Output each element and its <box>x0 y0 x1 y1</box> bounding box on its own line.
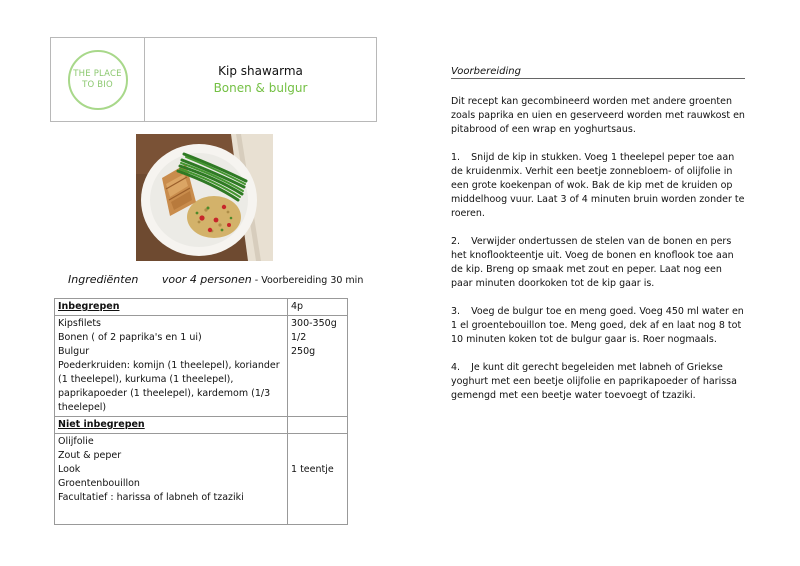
step-1 <box>451 151 745 221</box>
included-header: Inbegrepen <box>58 301 120 312</box>
brand-logo <box>68 50 128 110</box>
not-included-items-cell <box>55 434 288 525</box>
included-qty-header-cell <box>288 299 348 316</box>
list-item: Look <box>58 464 81 475</box>
included-items-cell <box>55 316 288 417</box>
dish-photo <box>136 134 273 261</box>
step-number: 4. <box>451 362 461 373</box>
not-included-header: Niet inbegrepen <box>58 419 145 430</box>
not-included-qty-header-cell <box>288 417 348 434</box>
qty-item: 1 teentje <box>291 464 334 475</box>
list-item: Bonen ( of 2 paprika's en 1 ui) <box>58 332 202 343</box>
logo-cell <box>51 38 145 121</box>
list-item: Bulgur <box>58 346 90 357</box>
ingredients-heading: Ingrediënten <box>68 273 139 286</box>
prep-time-label: - Voorbereiding 30 min <box>251 275 364 286</box>
qty-item: 250g <box>291 346 316 357</box>
list-item: Groentenbouillon <box>58 478 140 489</box>
step-text: Snijd de kip in stukken. Voeg 1 theelepel peper toe aan de kruidenmix. Verhit een beetje zonnebloem- of olijfolie in een grote koekenpan of wok. Bak de kip met de kruiden op middelhoog vuur. Laat 3 of 4 minuten bruin worden zonder te roeren. <box>451 152 745 219</box>
step-3 <box>451 305 745 347</box>
preparation-section <box>451 66 745 403</box>
table-row-included-items <box>55 316 348 417</box>
step-text: Verwijder ondertussen de stelen van de bonen en pers het knoflookteentje uit. Voeg de bonen en knoflook toe aan de kip. Breng op smaak met zout en peper. Laat nog een paar minuten doorkoken tot de kip gaar is. <box>451 236 734 289</box>
persons-label: voor 4 personen <box>161 273 252 286</box>
logo-text-line1: THE PLACE <box>73 68 122 79</box>
ingredients-heading-line <box>68 273 363 286</box>
table-row-not-included-items <box>55 434 348 525</box>
qty-item: 1/2 <box>291 332 307 343</box>
table-row-included-header <box>55 299 348 316</box>
step-number: 1. <box>451 152 461 163</box>
qty-item: 300-350g <box>291 318 337 329</box>
qty-item <box>291 435 344 449</box>
step-number: 2. <box>451 236 461 247</box>
included-header-cell <box>55 299 288 316</box>
step-number: 3. <box>451 306 461 317</box>
not-included-header-cell <box>55 417 288 434</box>
step-text: Voeg de bulgur toe en meng goed. Voeg 450 ml water en 1 el groentebouillon toe. Meng goed, dek af en laat nog 8 tot 10 minuten koken tot de bulgur gaar is. Roer nogmaals. <box>451 306 744 345</box>
list-item: Kipsfilets <box>58 318 101 329</box>
preparation-title: Voorbereiding <box>451 66 745 79</box>
step-text: Je kunt dit gerecht begeleiden met labneh of Griekse yoghurt met een beetje olijfolie en paprikapoeder of harissa gemengd met een beetje water toevoegt of tzaziki. <box>451 362 737 401</box>
list-item: Facultatief : harissa of labneh of tzaziki <box>58 492 244 503</box>
ingredients-table <box>54 298 348 525</box>
preparation-intro: Dit recept kan gecombineerd worden met andere groenten zoals paprika en uien en geserveerd worden met rauwkost en pitabrood of een wrap en yoghurtsaus. <box>451 96 745 135</box>
list-item: Olijfolie <box>58 436 94 447</box>
header-box <box>50 37 377 122</box>
step-4 <box>451 361 745 403</box>
logo-text-line2: TO BIO <box>82 79 113 90</box>
title-cell <box>145 38 376 121</box>
list-item: Zout & peper <box>58 450 122 461</box>
included-qty-cell <box>288 316 348 417</box>
qty-item <box>291 449 344 463</box>
not-included-qty-cell <box>288 434 348 525</box>
recipe-title: Kip shawarma <box>218 64 303 78</box>
included-qty-header: 4p <box>291 301 304 312</box>
list-item: Poederkruiden: komijn (1 theelepel), koriander (1 theelepel), kurkuma (1 theelepel), paprikapoeder (1 theelepel), kardemom (1/3 theelepel) <box>58 360 280 413</box>
recipe-subtitle: Bonen & bulgur <box>213 81 308 95</box>
step-2 <box>451 235 745 291</box>
table-row-not-included-header <box>55 417 348 434</box>
